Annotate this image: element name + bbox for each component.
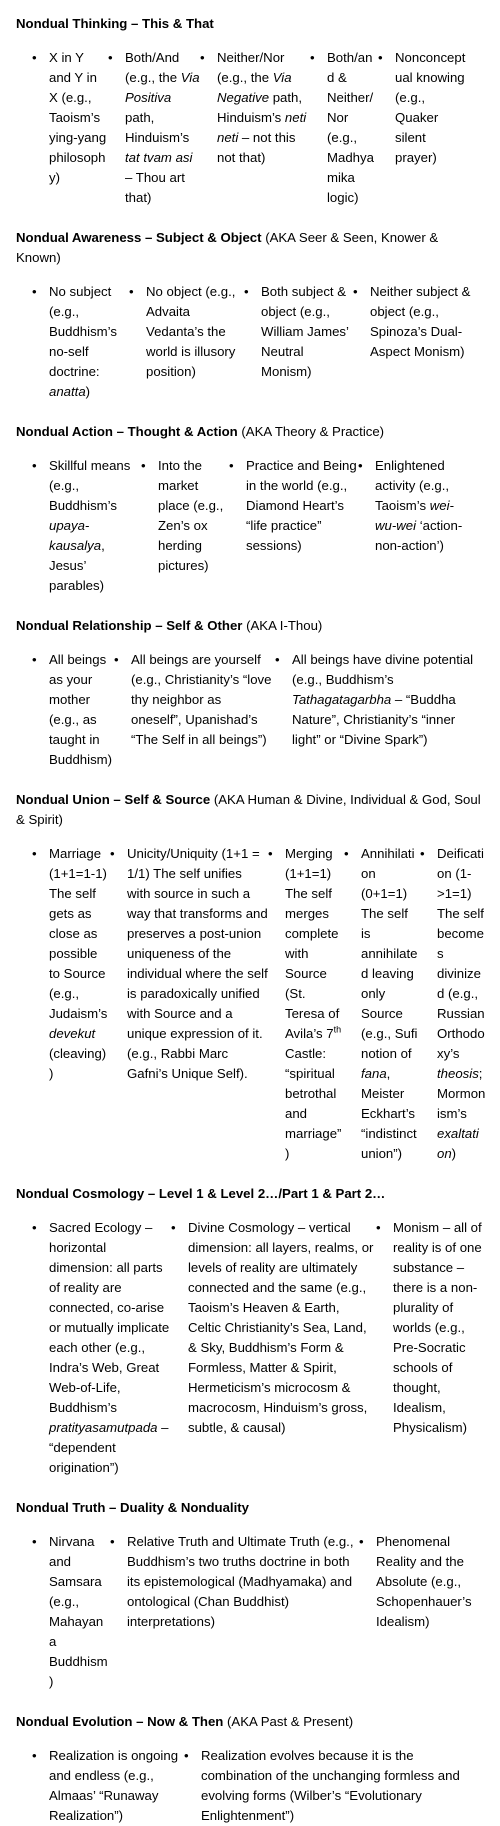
list-item — [358, 456, 473, 596]
list-item — [244, 282, 353, 402]
item-text: • Monism – all of reality is of one substance – there is a non-plurality of worlds (e.g., Pre-Socratic schools of thought, Idealism, Physicalism) — [393, 1220, 482, 1435]
section-title: Nondual Thinking – This & That — [16, 16, 214, 31]
item-text: • Unicity/Uniquity (1+1 = 1/1) The self unifies with source in such a way that transforms and preserves a post-union uniqueness of the individual where the self is paradoxically unified with Source and a unique expression of it. (e.g., Rabbi Marc Gafni’s Unique Self). — [127, 846, 268, 1081]
item-text: • Neither/Nor (e.g., the Via Negative path, Hinduism’s neti neti – not this not that) — [217, 50, 307, 165]
section-nondual-action — [15, 422, 486, 616]
section-title: Nondual Evolution – Now & Then — [16, 1714, 224, 1729]
list-item — [376, 1218, 486, 1478]
list-item — [32, 456, 141, 596]
section-nondual-truth — [15, 1498, 486, 1712]
list-item — [110, 1532, 359, 1692]
list-item — [420, 844, 486, 1164]
list-item — [353, 282, 480, 402]
list-item — [184, 1746, 474, 1826]
item-text: • Deification (1->1=1) The self becomes divinized (e.g., Russian Orthodoxy’s theosis; Mormonism’s exaltation) — [437, 846, 486, 1161]
item-text: • All beings are yourself (e.g., Christianity’s “love thy neighbor as oneself”, Upanishad’s “The Self in all beings”) — [131, 652, 272, 747]
item-text: • Merging (1+1=1) The self merges complete with Source (St. Teresa of Avila’s 7th Castle: “spiritual betrothal and marriage”) — [285, 846, 342, 1161]
section-heading — [16, 228, 486, 268]
item-list — [15, 1218, 486, 1478]
section-nondual-evolution — [15, 1712, 486, 1826]
item-text: • Relative Truth and Ultimate Truth (e.g., Buddhism’s two truths doctrine in both its epistemological (Madhyamaka) and ontological (Chan Buddhist) interpretations) — [127, 1534, 354, 1629]
section-nondual-thinking — [15, 14, 486, 228]
list-item — [359, 1532, 484, 1692]
list-item — [200, 48, 310, 208]
section-title: Nondual Truth – Duality & Nonduality — [16, 1500, 249, 1515]
section-heading — [16, 1184, 486, 1204]
section-nondual-union — [15, 790, 486, 1184]
section-aka: (AKA Seer & Seen, Knower & Known) — [16, 230, 439, 265]
section-aka: (AKA I-Thou) — [246, 618, 323, 633]
section-title: Nondual Relationship – Self & Other — [16, 618, 243, 633]
list-item — [32, 650, 114, 770]
item-text: • Nonconceptual knowing (e.g., Quaker silent prayer) — [395, 50, 466, 165]
list-item — [32, 48, 108, 208]
list-item — [32, 1746, 184, 1826]
list-item — [32, 844, 110, 1164]
item-text: • Sacred Ecology – horizontal dimension: all parts of reality are connected, co-arise or mutually implicate each other (e.g., Indra’s Web, Great Web-of-Life, Buddhism’s pratityasamutpada – “dependent origination”) — [49, 1220, 170, 1475]
item-text: • Into the market place (e.g., Zen’s ox herding pictures) — [158, 458, 224, 573]
section-heading — [16, 616, 486, 636]
list-item — [310, 48, 378, 208]
section-title: Nondual Cosmology – Level 1 & Level 2…/Part 1 & Part 2… — [16, 1186, 386, 1201]
item-text: • Practice and Being in the world (e.g., Diamond Heart’s “life practice” sessions) — [246, 458, 357, 553]
item-list — [15, 844, 486, 1164]
item-list — [15, 282, 486, 402]
list-item — [110, 844, 268, 1164]
section-heading — [16, 422, 486, 442]
item-text: • No object (e.g., Advaita Vedanta’s the world is illusory position) — [146, 284, 236, 379]
list-item — [141, 456, 229, 596]
item-text: • Enlightened activity (e.g., Taoism’s wei-wu-wei ‘action-non-action’) — [375, 458, 463, 553]
section-nondual-awareness — [15, 228, 486, 422]
item-text: • Realization is ongoing and endless (e.g., Almaas’ “Runaway Realization”) — [49, 1748, 179, 1823]
section-nondual-cosmology — [15, 1184, 486, 1498]
list-item — [108, 48, 200, 208]
section-title: Nondual Awareness – Subject & Object — [16, 230, 262, 245]
item-text: • Annihilation (0+1=1) The self is annihilated leaving only Source (e.g., Sufi notion of fana, Meister Eckhart’s “indistinct union”) — [361, 846, 418, 1161]
item-list — [15, 650, 486, 770]
list-item — [129, 282, 244, 402]
item-text: • Both subject & object (e.g., William James’ Neutral Monism) — [261, 284, 349, 379]
list-item — [229, 456, 358, 596]
list-item — [32, 1532, 110, 1692]
item-list — [15, 48, 486, 208]
section-title: Nondual Action – Thought & Action — [16, 424, 238, 439]
item-text: • Marriage (1+1=1-1) The self gets as close as possible to Source (e.g., Judaism’s devekut (cleaving) ) — [49, 846, 108, 1081]
item-text: • No subject (e.g., Buddhism’s no-self doctrine: anatta) — [49, 284, 117, 399]
section-heading — [16, 1712, 486, 1732]
item-text: • Divine Cosmology – vertical dimension: all layers, realms, or levels of reality are ultimately connected and the same (e.g., Taoism’s Heaven & Earth, Celtic Christianity’s Sea, Land, & Sky, Buddhism’s Form & Formless, Matter & Spirit, Hermeticism’s microcosm & macrocosm, Hinduism’s gross, subtle, & causal) — [188, 1220, 374, 1435]
item-text: • Skillful means (e.g., Buddhism’s upaya-kausalya, Jesus’ parables) — [49, 458, 131, 593]
item-list — [15, 456, 486, 596]
list-item — [378, 48, 466, 208]
section-aka: (AKA Human & Divine, Individual & God, Soul & Spirit) — [16, 792, 481, 827]
section-title: Nondual Union – Self & Source — [16, 792, 211, 807]
item-text: • Nirvana and Samsara (e.g., Mahayana Buddhism) — [49, 1534, 108, 1689]
section-heading — [16, 14, 486, 34]
item-list — [15, 1746, 486, 1826]
item-text: • X in Y and Y in X (e.g., Taoism’s ying-yang philosophy) — [49, 50, 107, 185]
item-text: • Both/And (e.g., the Via Positiva path, Hinduism’s tat tvam asi – Thou art that) — [125, 50, 200, 205]
list-item — [344, 844, 420, 1164]
list-item — [268, 844, 344, 1164]
section-heading — [16, 790, 486, 830]
item-text: • All beings have divine potential (e.g., Buddhism’s Tathagatagarbha – “Buddha Nature”, Christianity’s “inner light” or “Divine Spark”) — [292, 652, 474, 747]
section-aka: (AKA Theory & Practice) — [241, 424, 385, 439]
item-text: • Both/and & Neither/Nor (e.g., Madhyamika logic) — [327, 50, 374, 205]
list-item — [171, 1218, 376, 1478]
list-item — [275, 650, 485, 770]
item-text: • Phenomenal Reality and the Absolute (e.g., Schopenhauer’s Idealism) — [376, 1534, 472, 1629]
section-nondual-relationship — [15, 616, 486, 790]
list-item — [32, 1218, 171, 1478]
list-item — [32, 282, 129, 402]
list-item — [114, 650, 275, 770]
item-text: • Neither subject & object (e.g., Spinoza’s Dual-Aspect Monism) — [370, 284, 471, 359]
section-aka: (AKA Past & Present) — [227, 1714, 354, 1729]
item-list — [15, 1532, 486, 1692]
item-text: • Realization evolves because it is the combination of the unchanging formless and evolving forms (Wilber’s “Evolutionary Enlightenment”) — [201, 1748, 460, 1823]
section-heading — [16, 1498, 486, 1518]
item-text: • All beings as your mother (e.g., as taught in Buddhism) — [49, 652, 113, 767]
